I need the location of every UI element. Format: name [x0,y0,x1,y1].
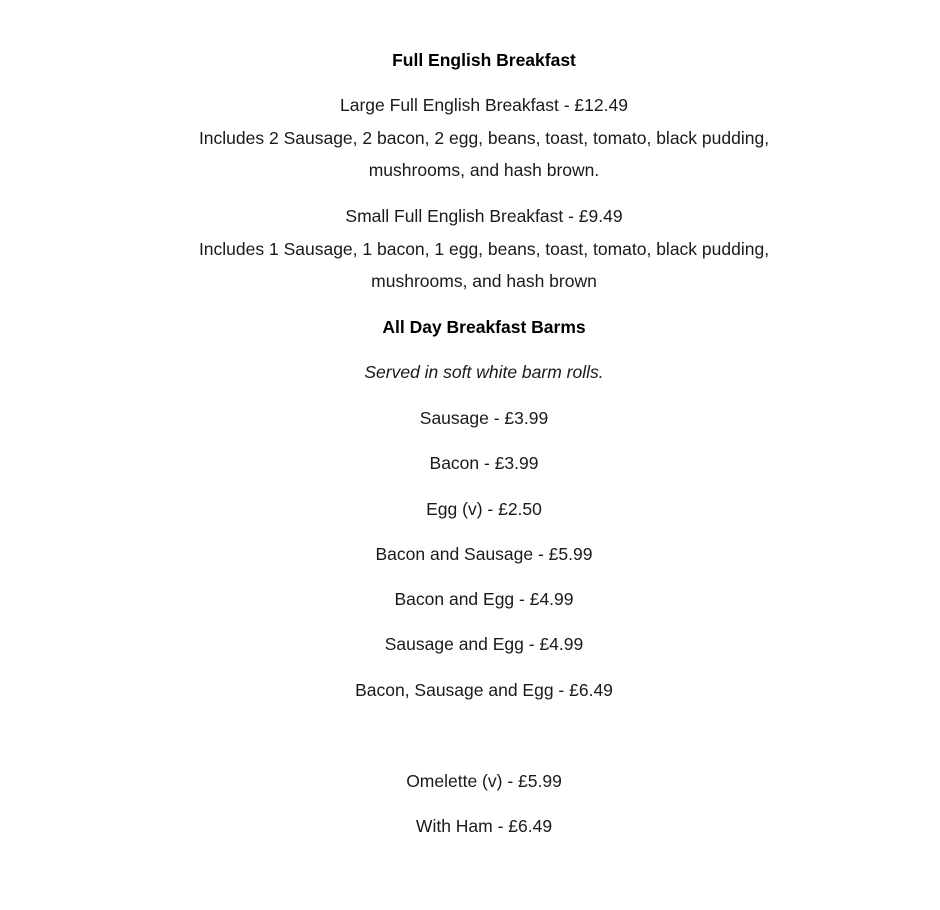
menu-item-omelette: Omelette (v) - £5.99 [406,771,562,791]
menu-item-barm: Bacon and Sausage - £5.99 [375,544,593,564]
section-heading-barms: All Day Breakfast Barms [382,317,586,337]
item-description-line: mushrooms, and hash brown. [368,160,600,180]
section-heading-full-english: Full English Breakfast [392,50,576,70]
menu-item-barm: Egg (v) - £2.50 [426,499,542,519]
menu-item-barm: Bacon, Sausage and Egg - £6.49 [355,680,613,700]
menu-item-barm: Bacon - £3.99 [429,453,539,473]
section-note-barms: Served in soft white barm rolls. [364,362,604,382]
menu-item-barm: Bacon and Egg - £4.99 [394,589,574,609]
menu-item-large-full-english: Large Full English Breakfast - £12.49 [340,95,628,115]
menu-item-barm: Sausage - £3.99 [419,408,549,428]
item-description-line: Includes 1 Sausage, 1 bacon, 1 egg, beans, toast, tomato, black pudding, [198,239,770,259]
menu-item-barm: Sausage and Egg - £4.99 [384,634,584,654]
menu-item-small-full-english: Small Full English Breakfast - £9.49 [345,206,623,226]
item-description-line: mushrooms, and hash brown [371,271,597,291]
menu-item-omelette-with-ham: With Ham - £6.49 [415,816,553,836]
item-description-line: Includes 2 Sausage, 2 bacon, 2 egg, beans, toast, tomato, black pudding, [198,128,770,148]
